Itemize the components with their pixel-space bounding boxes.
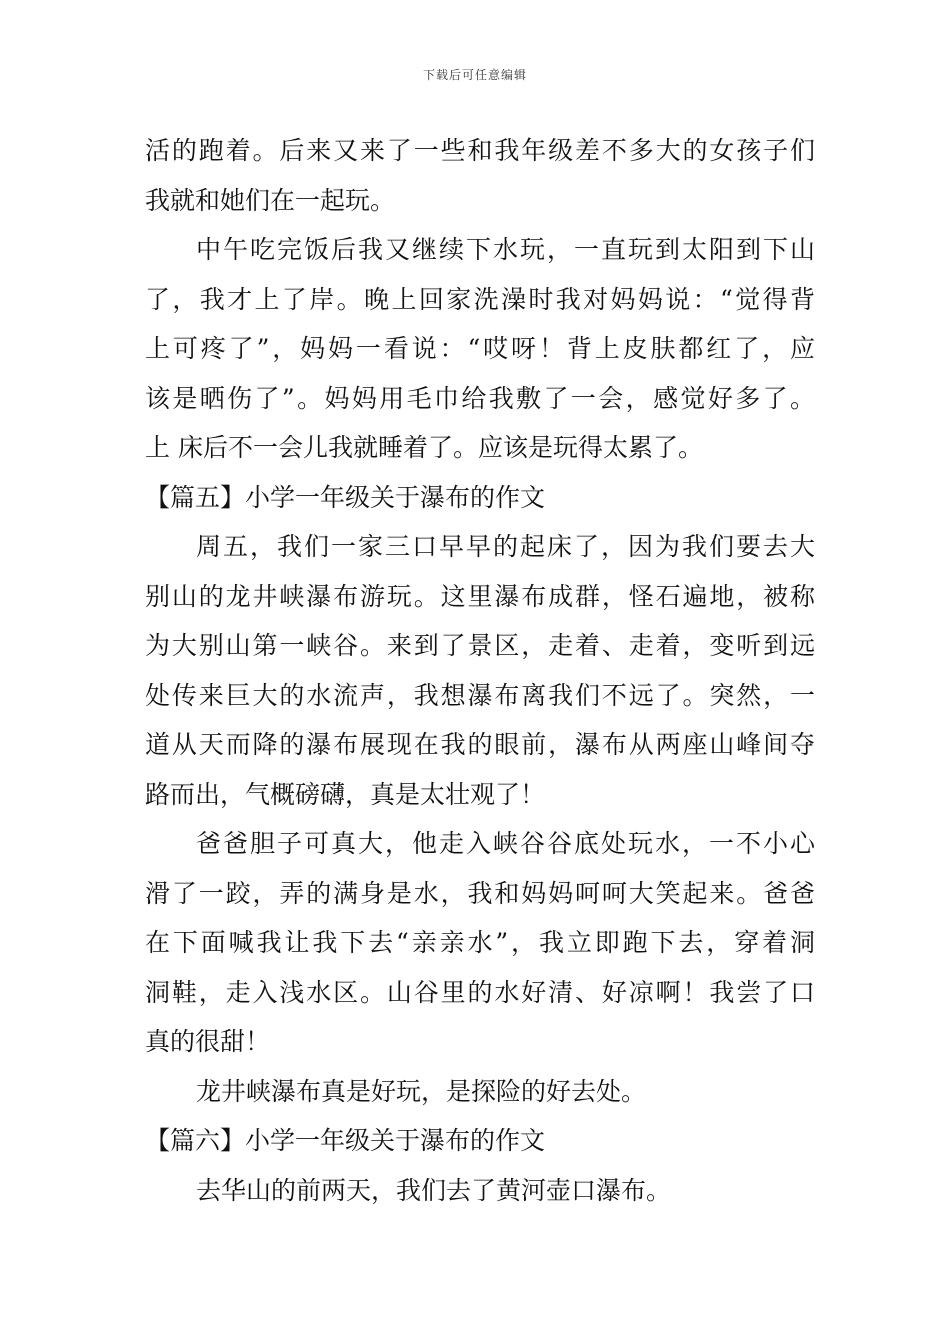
document-body xyxy=(145,126,815,1215)
section-heading: 【篇五】小学一年级关于瀑布的作文 xyxy=(145,482,546,512)
text-line: 上可疼了”，妈妈一看说：“哎呀！背上皮肤都红了，应 xyxy=(145,334,815,363)
paragraph-start-line: 中午吃完饭后我又继续下水玩，一直玩到太阳到下山 xyxy=(196,235,815,264)
page-header: 下载后可任意编辑 xyxy=(422,68,527,82)
text-line: 洞鞋，走入浅水区。山谷里的水好清、好凉啊！我尝了口 xyxy=(145,977,815,1007)
text-line: 别山的龙井峡瀑布游玩。这里瀑布成群，怪石遍地，被称 xyxy=(145,581,815,611)
text-line: 活的跑着。后来又来了一些和我年级差不多大的女孩子们 xyxy=(145,136,815,165)
section-heading: 【篇六】小学一年级关于瀑布的作文 xyxy=(145,1126,546,1155)
paragraph-start-line: 去华山的前两天，我们去了黄河壶口瀑布。 xyxy=(196,1175,672,1205)
text-line: 了，我才上了岸。晚上回家洗澡时我对妈妈说：“觉得背 xyxy=(145,284,815,314)
text-line: 在下面喊我让我下去“亲亲水”，我立即跑下去，穿着洞 xyxy=(145,928,815,957)
text-line: 路而出，气概磅礴，真是太壮观了！ xyxy=(145,779,546,809)
text-line: 我就和她们在一起玩。 xyxy=(145,185,396,215)
text-line: 为大别山第一峡谷。来到了景区，走着、走着，变听到远 xyxy=(145,631,815,660)
text-line: 真的很甜！ xyxy=(145,1027,271,1056)
text-line: 上 床后不一会儿我就睡着了。应该是玩得太累了。 xyxy=(145,433,703,462)
text-line: 道从天而降的瀑布展现在我的眼前，瀑布从两座山峰间夺 xyxy=(145,730,815,759)
text-line: 滑了一跤，弄的满身是水，我和妈妈呵呵大笑起来。爸爸 xyxy=(145,878,815,908)
text-line: 该是晒伤了”。妈妈用毛巾给我敷了一会，感觉好多了。 xyxy=(145,383,815,413)
paragraph-start-line: 龙井峡瀑布真是好玩，是探险的好去处。 xyxy=(196,1076,647,1106)
paragraph-start-line: 周五，我们一家三口早早的起床了，因为我们要去大 xyxy=(196,532,815,561)
text-line: 处传来巨大的水流声，我想瀑布离我们不远了。突然，一 xyxy=(145,680,815,710)
paragraph-start-line: 爸爸胆子可真大，他走入峡谷谷底处玩水，一不小心 xyxy=(196,829,815,858)
